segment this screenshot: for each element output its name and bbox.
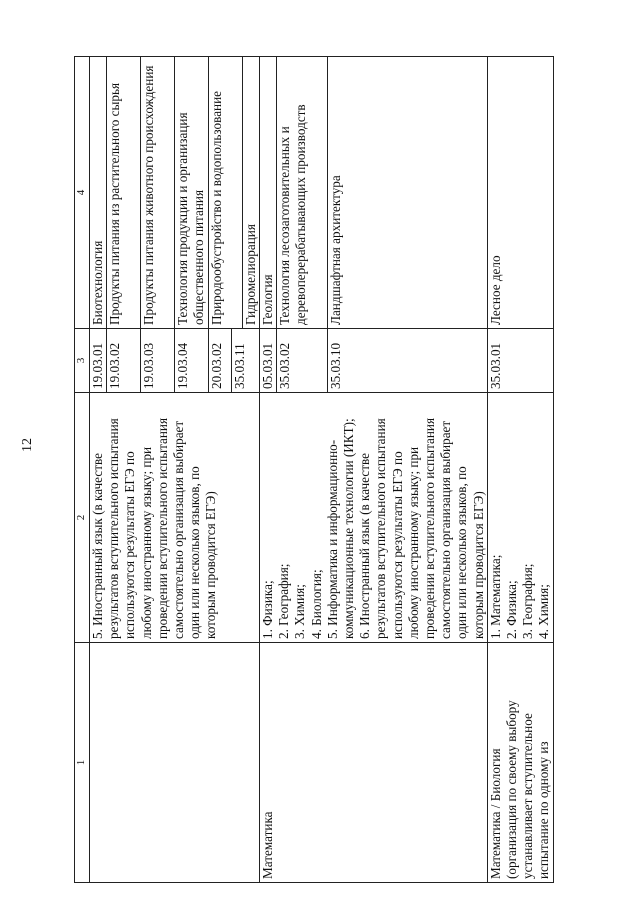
page-number: 12 [20, 438, 35, 452]
subject-line: устанавливает вступительное [520, 713, 536, 879]
code-cell [90, 329, 260, 393]
exam-line: один или несколько языков, по [187, 466, 203, 639]
exam-line: 5. Информатика и информационно- [324, 439, 340, 639]
code-cell: 35.03.01 [487, 329, 553, 393]
program-name: Биотехнология [90, 240, 105, 325]
exam-line: самостоятельно организация выбирает [438, 420, 454, 639]
subject-cell [90, 643, 260, 883]
program-name-cell: Лесное дело [487, 57, 553, 329]
program-name: Продукты питания из растительного сырья [106, 57, 140, 328]
exam-line: 1. Физика; [260, 580, 275, 639]
exam-line: 5. Иностранный язык (в качестве [90, 453, 105, 639]
exam-line: любому иностранному языку; при [138, 446, 154, 639]
program-name: Природообустройство и водопользование [208, 57, 242, 328]
table-row [487, 57, 553, 883]
program-name: Ландшафтная архитектура [327, 57, 344, 328]
col-header-4: 4 [75, 57, 90, 329]
exam-line: проведении вступительного испытания [154, 417, 170, 639]
program-code: 19.03.02 [106, 329, 140, 392]
exam-cell [260, 393, 488, 643]
exam-line: коммуникационные технологии (ИКТ); [341, 418, 357, 639]
exam-line: 4. Химия; [536, 584, 552, 639]
subject-line: испытание по одному из [536, 741, 552, 879]
program-code: 35.03.11 [231, 329, 248, 392]
program-name: Гидромелиорация [242, 57, 259, 328]
col-header-2: 2 [75, 393, 90, 643]
exam-line: 2. География; [276, 563, 292, 639]
exam-line: 4. Биология; [308, 569, 324, 639]
program-name: Технология лесозаготовительных и деревоперерабатывающих производств [276, 57, 327, 328]
program-code: 05.03.01 [260, 342, 275, 389]
col-header-1: 1 [75, 643, 90, 883]
exam-line: проведении вступительного испытания [422, 417, 438, 639]
exam-line: самостоятельно организация выбирает [171, 420, 187, 639]
exam-line: один или несколько языков, по [454, 466, 470, 639]
rotated-table-container [74, 57, 552, 883]
program-code: 35.03.10 [327, 329, 344, 392]
exam-line: используются результаты ЕГЭ по [122, 451, 138, 639]
table-row [90, 57, 260, 883]
exam-line: используются результаты ЕГЭ по [389, 451, 405, 639]
subject-line: (организация по своему выбору [504, 700, 520, 879]
program-name-cell [90, 57, 260, 329]
subject-cell: Математика [260, 643, 488, 883]
program-code: 35.03.02 [276, 329, 327, 392]
program-code: 19.03.01 [90, 342, 105, 389]
table-row [260, 57, 488, 883]
code-cell [260, 329, 488, 393]
exam-line: 1. Математика; [487, 554, 503, 639]
program-code: 19.03.04 [174, 329, 208, 392]
exam-line: 3. Химия; [292, 584, 308, 639]
admission-table [74, 56, 554, 883]
exam-line: 2. Физика; [504, 580, 520, 639]
exam-line: 6. Иностранный язык (в качестве [357, 453, 373, 639]
subject-cell [487, 643, 553, 883]
program-name-cell [260, 57, 488, 329]
exam-line: любому иностранному языку; при [405, 446, 421, 639]
program-code: 20.03.02 [208, 329, 231, 392]
header-row [75, 57, 90, 883]
exam-line: результатов вступительного испытания [373, 418, 389, 639]
program-name: Продукты питания животного происхождения [140, 57, 174, 328]
subject-line: Математика / Биология [487, 748, 503, 879]
exam-line: 3. География; [520, 563, 536, 639]
exam-cell [90, 393, 260, 643]
exam-line: которым проводится ЕГЭ) [470, 491, 486, 639]
exam-line: результатов вступительного испытания [106, 418, 122, 639]
program-code: 19.03.03 [140, 329, 174, 392]
program-name: Технология продукции и организация общественного питания [174, 57, 208, 328]
program-name: Геология [260, 274, 275, 325]
exam-cell [487, 393, 553, 643]
col-header-3: 3 [75, 329, 90, 393]
exam-line: которым проводится ЕГЭ) [203, 491, 219, 639]
